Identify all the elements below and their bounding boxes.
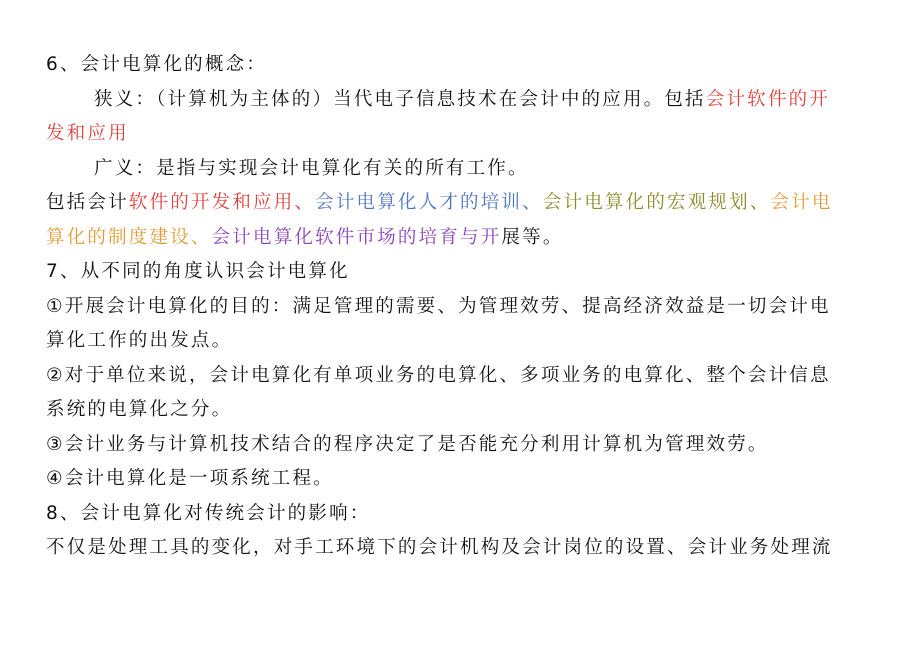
document-body [46, 48, 878, 566]
includes-talent-training: 会计电算化人才的培训、 [315, 192, 543, 213]
section7-item1-line2: 算化工作的出发点。 [46, 330, 233, 351]
includes-line-2 [46, 221, 878, 256]
includes-macro-planning: 会计电算化的宏观规划、 [542, 192, 771, 213]
section7-item1-line1: ①开展会计电算化的目的：满足管理的需要、为管理效劳、提高经济效益是一切会计电 [46, 295, 831, 317]
includes-system-building-end: 算化的制度建设、 [46, 226, 212, 248]
narrow-definition [46, 83, 878, 118]
includes-prefix: 包括会计 [46, 192, 129, 213]
narrow-definition-continued [46, 117, 878, 152]
section7-item2-line1: ②对于单位来说，会计电算化有单项业务的电算化、多项业务的电算化、整个会计信息 [46, 364, 831, 386]
section7-item4: ④会计电算化是一项系统工程。 [46, 468, 334, 489]
broad-definition: 广义：是指与实现会计电算化有关的所有工作。 [94, 157, 529, 179]
section7-heading: 7、从不同的角度认识会计电算化 [46, 261, 350, 282]
narrow-definition-text: 狭义：（计算机为主体的）当代电子信息技术在会计中的应用。包括 [94, 88, 706, 110]
section7-item3: ③会计业务与计算机技术结合的程序决定了是否能充分利用计算机为管理效劳。 [46, 433, 769, 455]
includes-system-building-start: 会计电 [770, 192, 833, 213]
includes-market-cultivation: 会计电算化软件市场的培育与开 [211, 226, 502, 248]
includes-suffix: 展等。 [501, 226, 564, 248]
includes-software-dev: 软件的开发和应用、 [128, 192, 316, 213]
section7-item2-line2: 系统的电算化之分。 [46, 399, 233, 420]
includes-line-1 [46, 186, 878, 221]
narrow-definition-highlight-cont: 发和应用 [46, 123, 129, 144]
section6-heading: 6、会计电算化的概念： [46, 54, 267, 75]
section8-paragraph: 不仅是处理工具的变化，对手工环境下的会计机构及会计岗位的设置、会计业务处理流 [46, 537, 833, 558]
narrow-definition-highlight: 会计软件的开 [705, 88, 830, 110]
section8-heading: 8、会计电算化对传统会计的影响： [46, 502, 371, 524]
